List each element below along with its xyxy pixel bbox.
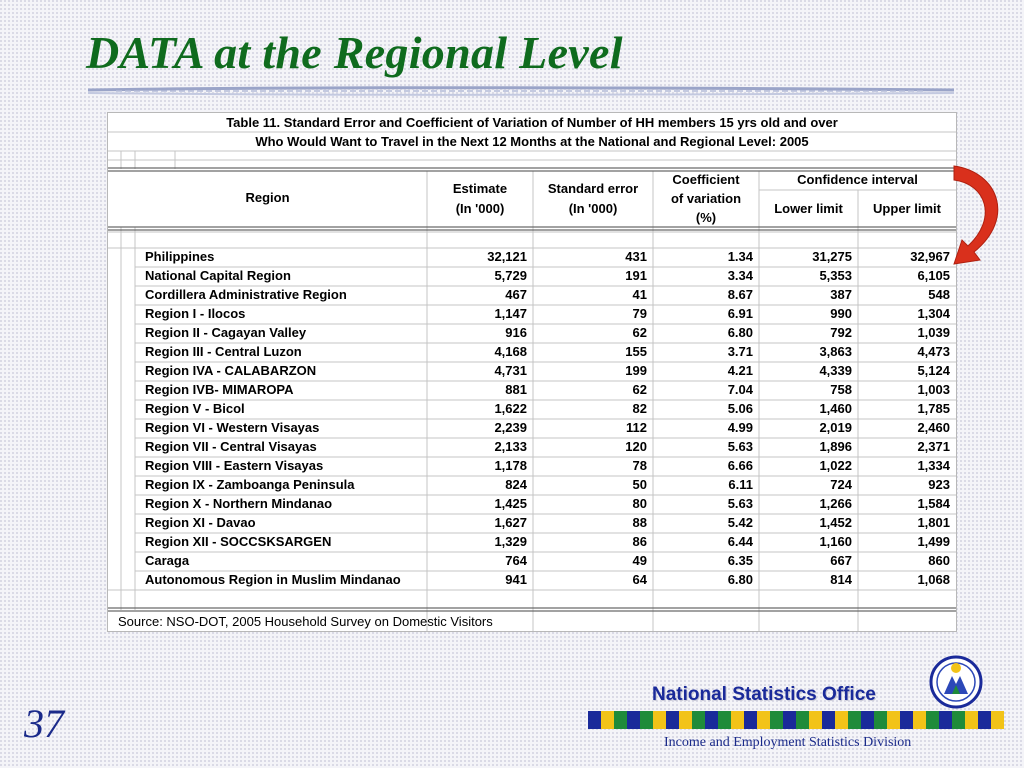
cell-std-error: 62 (632, 325, 647, 340)
cell-cv: 7.04 (727, 382, 753, 397)
cell-upper: 548 (928, 287, 950, 302)
cell-lower: 1,022 (819, 458, 852, 473)
data-table (107, 112, 957, 632)
region-name: Region X - Northern Mindanao (145, 496, 333, 511)
cell-estimate: 824 (505, 477, 527, 492)
header-std-error: Standard error (547, 181, 639, 196)
cell-cv: 6.66 (727, 458, 753, 473)
table-source-note: Source: NSO-DOT, 2005 Household Survey on Domestic Visitors (118, 614, 493, 629)
cell-std-error: 41 (632, 287, 647, 302)
band-segment (640, 711, 653, 729)
cell-std-error: 64 (632, 572, 647, 587)
cell-upper: 32,967 (910, 249, 950, 264)
region-name: National Capital Region (145, 268, 291, 283)
cell-upper: 1,499 (917, 534, 950, 549)
band-segment (991, 711, 1004, 729)
band-segment (887, 711, 900, 729)
band-segment (796, 711, 809, 729)
cell-cv: 8.67 (727, 287, 753, 302)
table-caption-line2: Who Would Want to Travel in the Next 12 Months at the National and Regional Level: 2005 (255, 134, 809, 149)
region-name: Region II - Cagayan Valley (145, 325, 307, 340)
cell-lower: 1,460 (819, 401, 852, 416)
cell-lower: 2,019 (819, 420, 852, 435)
table-row (108, 343, 956, 362)
header-cv: Coefficient (672, 172, 740, 187)
band-segment (809, 711, 822, 729)
cell-upper: 1,785 (917, 401, 950, 416)
slide-title: DATA at the Regional Level (86, 27, 623, 78)
cell-lower: 814 (830, 572, 852, 587)
page-number: 37 (24, 701, 64, 746)
header-estimate-unit: (In '000) (455, 201, 505, 216)
table-row (108, 419, 956, 438)
cell-upper: 1,584 (917, 496, 950, 511)
cell-estimate: 941 (505, 572, 527, 587)
cell-upper: 1,801 (917, 515, 950, 530)
region-name: Region VI - Western Visayas (145, 420, 320, 435)
cell-upper: 860 (928, 553, 950, 568)
region-name: Region VIII - Eastern Visayas (145, 458, 324, 473)
header-cv-line2: of variation (670, 191, 742, 206)
band-segment (666, 711, 679, 729)
header-confidence-interval: Confidence interval (797, 172, 918, 187)
region-name: Cordillera Administrative Region (145, 287, 347, 302)
cell-estimate: 32,121 (487, 249, 527, 264)
band-segment (692, 711, 705, 729)
table-row (108, 248, 956, 267)
region-name: Philippines (145, 249, 215, 264)
table-row (108, 514, 956, 533)
cell-estimate: 1,425 (494, 496, 527, 511)
table-caption-line1: Table 11. Standard Error and Coefficient of Variation of Number of HH members 15 yrs old and over (226, 115, 838, 130)
header-cv-unit: (%) (695, 210, 717, 225)
cell-estimate: 881 (505, 382, 527, 397)
table-row (108, 438, 956, 457)
cell-cv: 5.06 (727, 401, 753, 416)
cell-upper: 923 (928, 477, 950, 492)
band-segment (926, 711, 939, 729)
cell-upper: 1,003 (917, 382, 950, 397)
nso-logo-icon (928, 654, 984, 710)
cell-std-error: 78 (632, 458, 647, 473)
region-name: Region I - Ilocos (145, 306, 246, 321)
cell-cv: 4.99 (727, 420, 753, 435)
region-name: Region V - Bicol (145, 401, 245, 416)
cell-std-error: 191 (625, 268, 647, 283)
cell-lower: 792 (830, 325, 852, 340)
cell-lower: 1,452 (819, 515, 852, 530)
cell-std-error: 120 (625, 439, 647, 454)
cell-lower: 724 (830, 477, 852, 492)
band-segment (627, 711, 640, 729)
region-name: Region XI - Davao (145, 515, 256, 530)
band-segment (822, 711, 835, 729)
region-name: Region VII - Central Visayas (145, 439, 317, 454)
cell-std-error: 82 (632, 401, 647, 416)
region-name: Region XII - SOCCSKSARGEN (145, 534, 332, 549)
cell-estimate: 916 (505, 325, 527, 340)
header-region: Region (245, 190, 290, 205)
cell-lower: 1,266 (819, 496, 852, 511)
table-row (108, 400, 956, 419)
cell-upper: 1,039 (917, 325, 950, 340)
cell-upper: 5,124 (917, 363, 950, 378)
cell-cv: 1.34 (727, 249, 753, 264)
cell-lower: 667 (830, 553, 852, 568)
band-segment (874, 711, 887, 729)
cell-std-error: 80 (632, 496, 647, 511)
cell-cv: 6.80 (727, 325, 753, 340)
cell-estimate: 1,178 (494, 458, 527, 473)
region-name: Region IVA - CALABARZON (145, 363, 317, 378)
cell-cv: 6.35 (727, 553, 753, 568)
band-segment (939, 711, 952, 729)
band-segment (835, 711, 848, 729)
cell-lower: 990 (830, 306, 852, 321)
cell-upper: 2,460 (917, 420, 950, 435)
table-row (108, 362, 956, 381)
header-estimate: Estimate (452, 181, 508, 196)
band-segment (978, 711, 991, 729)
table-row (108, 571, 956, 590)
cell-lower: 1,896 (819, 439, 852, 454)
band-segment (757, 711, 770, 729)
cell-upper: 1,304 (917, 306, 950, 321)
cell-std-error: 49 (632, 553, 647, 568)
cell-cv: 4.21 (727, 363, 753, 378)
cell-std-error: 155 (625, 344, 647, 359)
region-name: Region IVB- MIMAROPA (145, 382, 294, 397)
cell-std-error: 62 (632, 382, 647, 397)
table-row (108, 305, 956, 324)
band-segment (770, 711, 783, 729)
table-row (108, 457, 956, 476)
band-segment (653, 711, 666, 729)
table-row (108, 324, 956, 343)
table-row (108, 533, 956, 552)
cell-std-error: 431 (625, 249, 647, 264)
region-name: Autonomous Region in Muslim Mindanao (145, 572, 401, 587)
band-segment (614, 711, 627, 729)
cell-std-error: 88 (632, 515, 647, 530)
cell-lower: 387 (830, 287, 852, 302)
cell-upper: 4,473 (917, 344, 950, 359)
cell-std-error: 86 (632, 534, 647, 549)
cell-estimate: 1,329 (494, 534, 527, 549)
cell-cv: 6.44 (727, 534, 753, 549)
band-segment (952, 711, 965, 729)
cell-cv: 6.91 (727, 306, 753, 321)
region-name: Region IX - Zamboanga Peninsula (145, 477, 355, 492)
cell-lower: 5,353 (819, 268, 852, 283)
header-lower-limit: Lower limit (774, 201, 843, 216)
cell-estimate: 467 (505, 287, 527, 302)
cell-estimate: 764 (505, 553, 527, 568)
cell-lower: 31,275 (812, 249, 852, 264)
band-segment (601, 711, 614, 729)
cell-cv: 3.34 (727, 268, 753, 283)
region-name: Caraga (145, 553, 190, 568)
table-row (108, 552, 956, 571)
cell-std-error: 50 (632, 477, 647, 492)
division-name: Income and Employment Statistics Division (664, 735, 912, 750)
cell-upper: 1,334 (917, 458, 950, 473)
band-segment (848, 711, 861, 729)
band-segment (783, 711, 796, 729)
band-segment (900, 711, 913, 729)
cell-cv: 5.63 (727, 439, 753, 454)
table-row (108, 286, 956, 305)
cell-estimate: 1,622 (494, 401, 527, 416)
cell-std-error: 199 (625, 363, 647, 378)
band-segment (965, 711, 978, 729)
band-segment (913, 711, 926, 729)
cell-estimate: 2,133 (494, 439, 527, 454)
cell-estimate: 1,147 (494, 306, 527, 321)
table-row (108, 381, 956, 400)
cell-estimate: 1,627 (494, 515, 527, 530)
band-segment (588, 711, 601, 729)
cell-cv: 6.80 (727, 572, 753, 587)
cell-cv: 5.63 (727, 496, 753, 511)
cell-upper: 2,371 (917, 439, 950, 454)
cell-estimate: 4,168 (494, 344, 527, 359)
band-segment (705, 711, 718, 729)
cell-lower: 4,339 (819, 363, 852, 378)
cell-cv: 6.11 (728, 477, 753, 492)
cell-estimate: 2,239 (494, 420, 527, 435)
band-segment (679, 711, 692, 729)
cell-cv: 3.71 (727, 344, 753, 359)
table-row (108, 495, 956, 514)
cell-lower: 3,863 (819, 344, 852, 359)
band-segment (861, 711, 874, 729)
cell-upper: 1,068 (917, 572, 950, 587)
table-row (108, 267, 956, 286)
cell-lower: 758 (830, 382, 852, 397)
cell-std-error: 79 (632, 306, 647, 321)
cell-estimate: 5,729 (494, 268, 527, 283)
header-std-error-unit: (In '000) (568, 201, 618, 216)
region-name: Region III - Central Luzon (145, 344, 302, 359)
cell-upper: 6,105 (917, 268, 950, 283)
cell-cv: 5.42 (727, 515, 753, 530)
table-row (108, 476, 956, 495)
footer-color-band (588, 711, 1006, 729)
band-segment (744, 711, 757, 729)
cell-estimate: 4,731 (494, 363, 527, 378)
band-segment (731, 711, 744, 729)
office-name: National Statistics Office (652, 684, 876, 705)
band-segment (718, 711, 731, 729)
cell-std-error: 112 (626, 420, 647, 435)
title-underline (86, 84, 956, 98)
cell-lower: 1,160 (819, 534, 852, 549)
curved-arrow-icon (950, 160, 1010, 272)
header-upper-limit: Upper limit (873, 201, 941, 216)
